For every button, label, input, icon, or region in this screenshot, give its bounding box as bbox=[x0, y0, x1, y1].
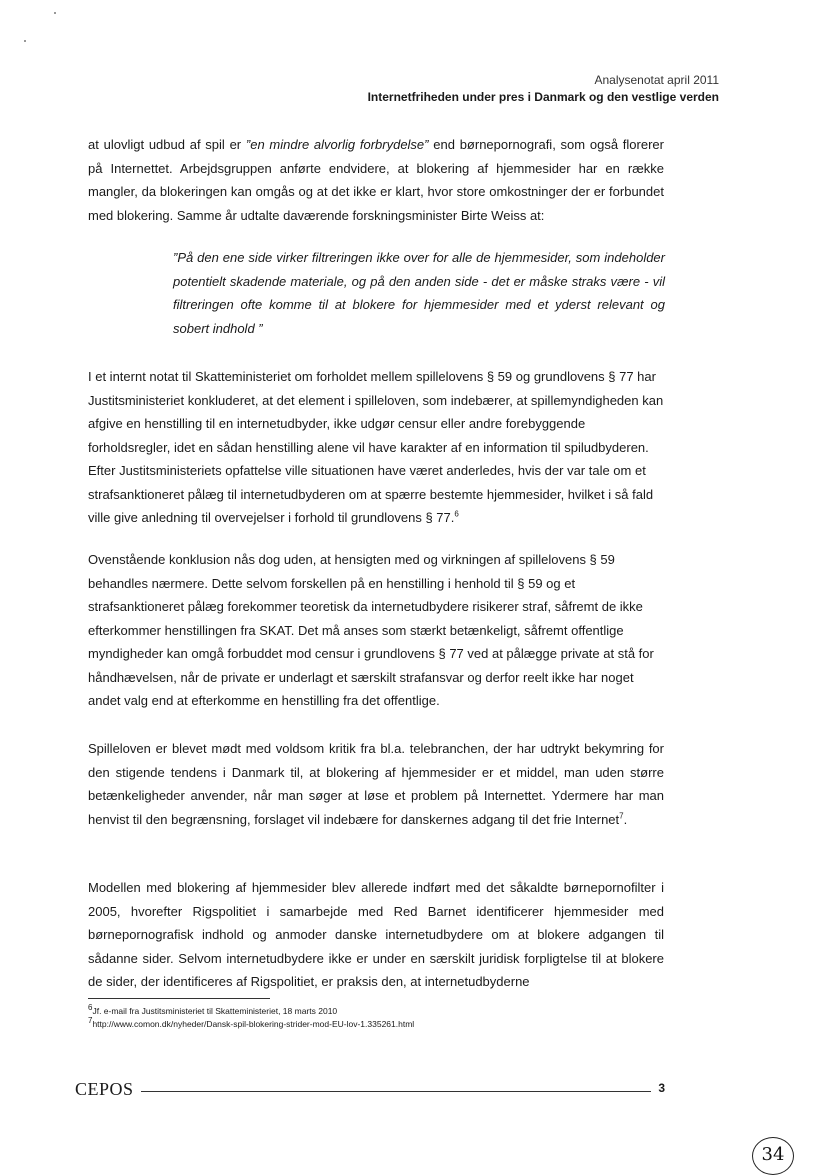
footer-rule bbox=[141, 1091, 651, 1092]
header-title: Internetfriheden under pres i Danmark og den vestlige verden bbox=[367, 90, 719, 104]
footnote-6-text: Jf. e-mail fra Justitsministeriet til Skatteministeriet, 18 marts 2010 bbox=[92, 1006, 338, 1016]
page-footer bbox=[75, 1079, 665, 1101]
page-header bbox=[368, 72, 719, 106]
handwritten-page-number: 34 bbox=[752, 1137, 794, 1175]
footnote-7-link[interactable]: http://www.comon.dk/nyheder/Dansk-spil-blokering-strider-mod-EU-lov-1.335261.html bbox=[92, 1019, 415, 1029]
block-quote: ”På den ene side virker filtreringen ikke over for alle de hjemmesider, som indeholder potentielt skadende materiale, og på den anden side - det er måske straks være - vil filtreringen ofte komme til at blokere for hjemmesider med et yderst relevant og sobert indhold ” bbox=[173, 250, 665, 336]
page-number: 3 bbox=[658, 1081, 665, 1095]
scan-speck bbox=[54, 12, 56, 14]
paragraph-2 bbox=[88, 365, 664, 530]
paragraph-1-text-start: at ulovligt udbud af spil er bbox=[88, 137, 246, 152]
scan-speck bbox=[24, 40, 26, 42]
paragraph-4-end: . bbox=[623, 811, 628, 827]
paragraph-1-text-end: end børnepornografi, som også florerer på Internettet. Arbejdsgruppen anførte endvidere, at blokering af hjemmesider har en række mangler, da blokeringen kan omgås og at det ikke er klart, hvor store omkostninger der er forbundet med blokering. Samme år udtalte daværende forskningsminister Birte Weiss at: bbox=[88, 137, 664, 223]
footnotes bbox=[88, 1005, 414, 1031]
paragraph-2-text: I et internt notat til Skatteministeriet om forholdet mellem spillelovens § 59 og grundlovens § 77 har Justitsministeriet konkluderet, at det element i spilleloven, som indebærer, at spillemyndigheden kan afgive en henstilling til en internetudbyder, ikke udgør censur eller andre forebyggende forholdsregler, idet en sådan henstilling alene vil have karakter af en information til spiludbyderen. Efter Justitsministeriets opfattelse ville situationen have været anderledes, hvis der var tale om et strafsanktioneret pålæg til internetudbyderen om at spærre bestemte hjemmesider, hvilket i så fald ville give anledning til overvejelser i forhold til grundlovens § 77. bbox=[88, 369, 664, 525]
paragraph-4 bbox=[88, 737, 664, 831]
paragraph-1-emphasis: ”en mindre alvorlig forbrydelse” bbox=[245, 137, 429, 152]
paragraph-4-text: Spilleloven er blevet mødt med voldsom kritik fra bl.a. telebranchen, der har udtrykt bekymring for den stigende tendens i Danmark til, at blokering af hjemmesider er et middel, man uden større betænkeligheder anvender, når man søger at løse et problem på Internettet. Ydermere har man henvist til den begrænsning, forslaget vil indebære for danskernes adgang til det frie Internet bbox=[88, 741, 664, 827]
footnote-7 bbox=[88, 1018, 414, 1031]
header-report-date: Analysenotat april 2011 bbox=[594, 73, 719, 87]
footnote-6 bbox=[88, 1005, 414, 1018]
footnote-7-number: 7 bbox=[88, 1016, 93, 1026]
footnote-6-number: 6 bbox=[88, 1003, 93, 1013]
paragraph-3: Ovenstående konklusion nås dog uden, at hensigten med og virkningen af spillelovens § 59 behandles nærmere. Dette selvom forskellen på en henstilling i henhold til § 59 og et strafsanktioneret pålæg forekommer teoretisk da internetudbydere risikerer straf, såfremt de ikke efterkommer henstillingen fra SKAT. Det må anses som stærkt betænkeligt, såfremt offentlige myndigheder kan omgå forbuddet mod censur i grundlovens § 77 ved at pålægge private at stå for håndhævelsen, når de private er underlagt et særskilt strafansvar og derfor reelt ikke har noget andet valg end at efterkomme en henstilling fra det offentlige. bbox=[88, 552, 654, 708]
paragraph-1 bbox=[88, 133, 664, 227]
footnote-ref-7: 7 bbox=[619, 811, 624, 821]
footnote-separator bbox=[88, 998, 270, 999]
footer-brand-logo: CEPOS bbox=[75, 1079, 134, 1099]
footnote-ref-6: 6 bbox=[454, 509, 459, 519]
paragraph-5: Modellen med blokering af hjemmesider blev allerede indført med det såkaldte børnepornofilter i 2005, hvorefter Rigspolitiet i samarbejde med Red Barnet identificerer hjemmesider med børnepornografisk indhold og anmoder danske internetudbydere om at blokere adgangen til sådanne sider. Selvom internetudbydere ikke er under en særskilt juridisk forpligtelse til at blokere de sider, der identificeres af Rigspolitiet, er praksis den, at internetudbyderne bbox=[88, 880, 664, 989]
